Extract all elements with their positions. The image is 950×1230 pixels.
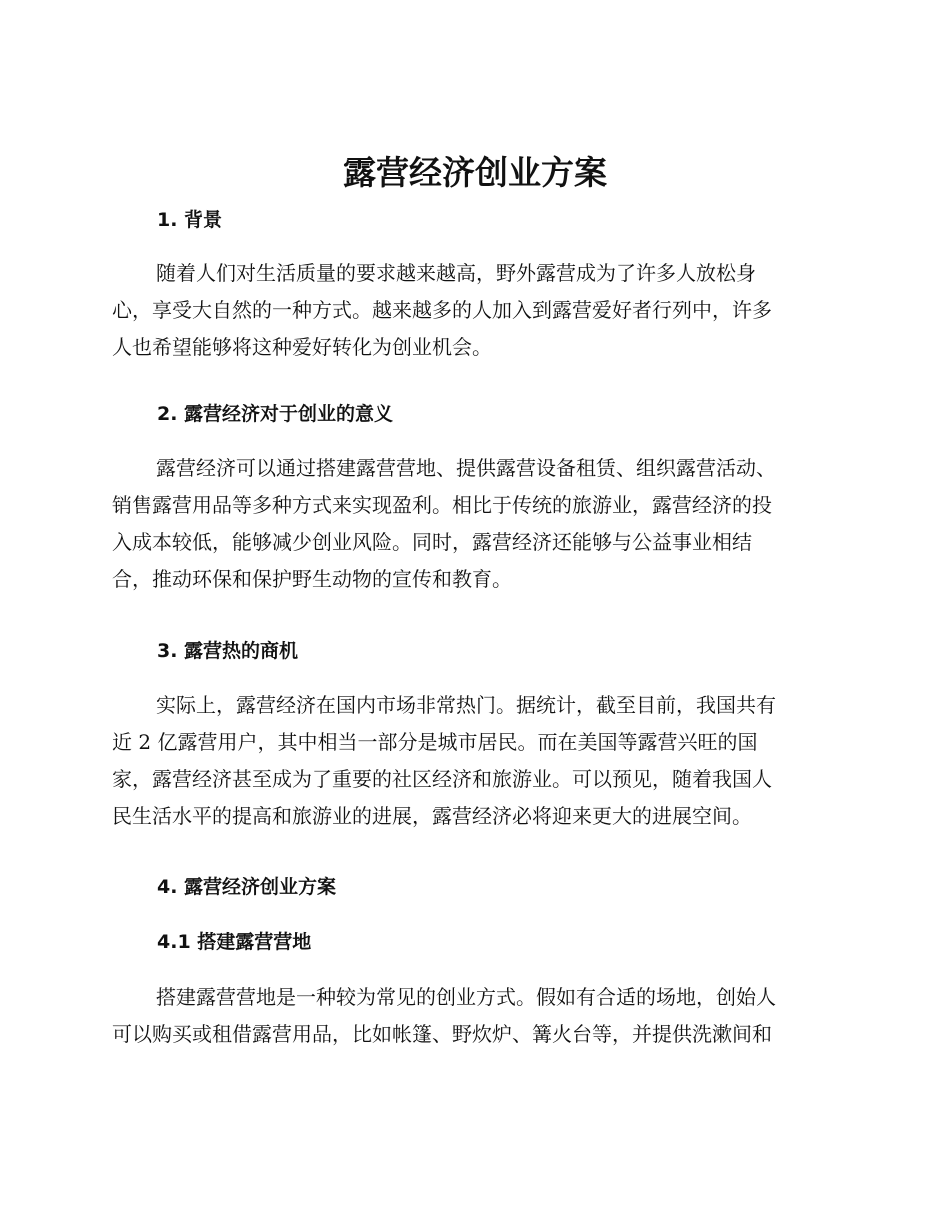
document-title: 露营经济创业方案 — [343, 153, 607, 192]
section-heading-background: 1. 背景 — [157, 209, 223, 231]
section-heading-plan: 4. 露营经济创业方案 — [157, 876, 337, 898]
section-heading-campsite: 4.1 搭建露营营地 — [157, 931, 312, 953]
paragraph-line: 心，享受大自然的一种方式。越来越多的人加入到露营爱好者行列中，许多 — [112, 298, 772, 322]
paragraph-line: 民生活水平的提高和旅游业的进展，露营经济必将迎来更大的进展空间。 — [112, 804, 752, 828]
paragraph-line: 实际上，露营经济在国内市场非常热门。据统计，截至目前，我国共有 — [156, 693, 776, 717]
paragraph-line: 随着人们对生活质量的要求越来越高，野外露营成为了许多人放松身 — [156, 261, 756, 285]
paragraph-line: 搭建露营营地是一种较为常见的创业方式。假如有合适的场地，创始人 — [156, 985, 776, 1009]
paragraph-line: 家，露营经济甚至成为了重要的社区经济和旅游业。可以预见，随着我国人 — [112, 767, 772, 791]
paragraph-line: 入成本较低，能够减少创业风险。同时，露营经济还能够与公益事业相结 — [112, 530, 752, 554]
paragraph-significance — [112, 450, 830, 598]
paragraph-line: 露营经济可以通过搭建露营营地、提供露营设备租赁、组织露营活动、 — [156, 456, 776, 480]
paragraph-line: 可以购买或租借露营用品，比如帐篷、野炊炉、篝火台等，并提供洗漱间和 — [112, 1022, 772, 1046]
paragraph-campsite — [112, 979, 830, 1053]
section-heading-opportunity: 3. 露营热的商机 — [157, 640, 299, 662]
paragraph-line: 合，推动环保和保护野生动物的宣传和教育。 — [112, 567, 512, 591]
section-heading-significance: 2. 露营经济对于创业的意义 — [157, 403, 394, 425]
paragraph-line: 人也希望能够将这种爱好转化为创业机会。 — [112, 335, 492, 359]
paragraph-background — [112, 255, 830, 366]
paragraph-opportunity — [112, 687, 830, 835]
paragraph-line: 销售露营用品等多种方式来实现盈利。相比于传统的旅游业，露营经济的投 — [112, 493, 772, 517]
paragraph-line: 近 2 亿露营用户，其中相当一部分是城市居民。而在美国等露营兴旺的国 — [112, 730, 758, 754]
